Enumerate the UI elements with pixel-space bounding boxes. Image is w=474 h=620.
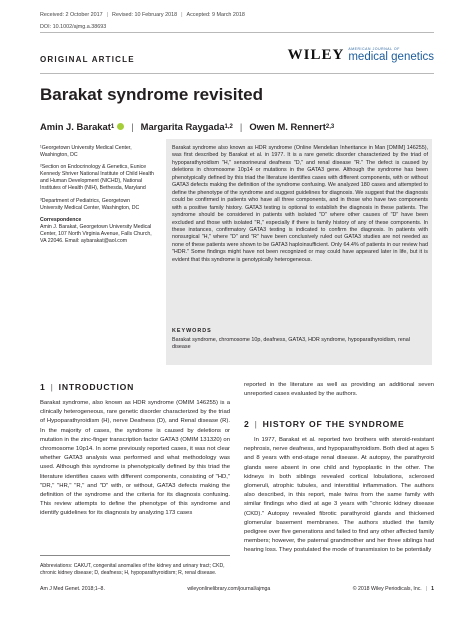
orcid-icon[interactable] [117, 123, 124, 130]
abstract-box [166, 139, 432, 365]
keywords-list: Barakat syndrome, chromosome 10p, deafness, GATA3, HDR syndrome, hypoparathyroidism, renal disease [172, 337, 410, 351]
author-affiliation-mark: 1 [110, 123, 115, 130]
doi[interactable]: DOI: 10.1002/ajmg.a.38693 [40, 24, 107, 30]
abstract-paragraph: Barakat syndrome also known as HDR syndrome (Online Mendelian Inheritance in Man [OMIM] 146255), was first described by Barakat et al. in 1977. It is a rare genetic disorder characterized by the triad of hypoparathyroidism "H," sensorineural deafness "D," and renal disease "R." The defect is caused by deletions in chromosome 10p14 or mutations in the GATA3 gene. Although the syndrome has been phenotypically defined by this triad the literature identifies cases with different components, with or without GATA3 defects making the definition of the syndrome confusing. We analyzed 180 cases and attempted to define the phenotype of the syndrome and suggest guidelines for diagnosis. We suggest that the diagnosis could be confirmed in patients who have all three components, and in those who have two components with a positive family history. GATA3 testing is optional to establish the diagnosis in these patients. The syndrome should be considered in patients with isolated "D" where other causes of "D" have been excluded and those with isolated "R," especially if there is family history of any of these components. In these instances, confirmatory GATA3 testing is indicated to confirm the diagnosis. In patients with nonsurgical "H," where "D" and "R" have been conclusively ruled out GATA3 studies are not needed as none of these patients were shown to be GATA3 haploinsufficient. Only 64.4% of patients in our review had "HDR." Some findings might have not been recognized or may could have appeared later in life, but it is evident that this syndrome is genotypically heterogeneous. [172, 145, 428, 263]
section-number: 1 [40, 382, 46, 392]
section-heading-introduction: 1 | INTRODUCTION [40, 382, 135, 392]
correspondence-heading: Correspondence [40, 216, 82, 223]
history-body [244, 436, 434, 556]
section-number: 2 [244, 419, 250, 429]
page-number: 1 [431, 586, 434, 592]
article-type: ORIGINAL ARTICLE [40, 55, 135, 64]
journal-name-big: medical genetics [348, 50, 434, 63]
section-title: INTRODUCTION [58, 382, 135, 392]
section-heading-history: 2 | HISTORY OF THE SYNDROME [244, 419, 405, 429]
body-paragraph: reported in the literature as well as providing an additional seven unreported cases evaluated by the authors. [244, 382, 434, 398]
author-name[interactable]: Amin J. Barakat [40, 121, 111, 132]
affiliation: ¹Georgetown University Medical Center, Washington, DC [40, 145, 132, 159]
title-divider [40, 73, 434, 74]
section-title: HISTORY OF THE SYNDROME [262, 419, 405, 429]
correspondence-text: Amin J. Barakat, Georgetown University Medical Center, 107 North Virginia Avenue, Falls Church, VA 22046. Email: aybarakat@aol.com [40, 223, 152, 245]
header-divider [40, 32, 434, 33]
keywords-heading: KEYWORDS [172, 328, 212, 334]
abstract-text [172, 145, 428, 264]
author-affiliation-mark: 1,2 [224, 123, 233, 130]
page-footer [40, 586, 434, 592]
author-affiliation-mark: 2,3 [325, 123, 335, 130]
publication-dates: Received: 2 October 2017 | Revised: 10 February 2018 | Accepted: 9 March 2018 [40, 12, 245, 18]
body-paragraph: Barakat syndrome, also known as HDR syndrome (OMIM 146255) is a clinically heterogeneous, rare genetic disorder characterized by the triad of Hypoparathyroidism (H), nerve Deafness (D), and Renal disease (R). In the majority of cases, the syndrome is caused by deletions or mutation in the zinc-finger transcription factor GATA3 (OMIM 131320) on chromosome 10p14. In some previously reported cases, it was not clear whether GATA3 analysis was performed and what methodology was used. Although this syndrome is phenotypically defined by this triad the literature identifies cases with different components, consisting of "HD," "DR," "HR," "R," and "D" with, or without, GATA3 defects making the definition of the syndrome and the criteria for its diagnosis confusing. This review attempts to define the phenotype of this syndrome and identify guidelines for its diagnosis by analyzing 173 cases [40, 400, 230, 517]
revised-date: Revised: 10 February 2018 [112, 12, 178, 18]
author-name[interactable]: Margarita Raygada [140, 121, 225, 132]
affiliation: ³Department of Pediatrics, Georgetown University Medical Center, Washington, DC [40, 197, 140, 211]
journal-url[interactable]: wileyonlinelibrary.com/journal/ajmga [187, 586, 271, 592]
journal-name-small: AMERICAN JOURNAL OF [348, 47, 400, 52]
copyright: © 2018 Wiley Periodicals, Inc. [352, 586, 422, 592]
author-list [40, 121, 334, 132]
right-column-continuation [244, 381, 434, 399]
journal-logo [288, 48, 434, 63]
publisher-logo: WILEY [287, 47, 345, 63]
journal-citation: Am J Med Genet. 2018;1–8. [40, 586, 105, 592]
footer-separator: | [425, 586, 428, 592]
journal-name [348, 48, 434, 63]
author-separator: | [131, 121, 134, 132]
affiliation: ²Section on Endocrinology & Genetics, Eunice Kennedy Shriver National Institute of Child Health and Human Development (NICHD), National Institutes of Health (NIH), Bethesda, Maryland [40, 164, 154, 192]
accepted-date: Accepted: 9 March 2018 [186, 12, 245, 18]
author-separator: | [239, 121, 243, 132]
body-paragraph: In 1977, Barakat et al. reported two brothers with steroid-resistant nephrosis, nerve deafness, and hypoparathyroidism. Both died at ages 5 and 8 years with end-stage renal disease. At autopsy, the parathyroid glands were absent in one child and hypoplastic in the other. The kidneys in both siblings revealed cortical lobulations, sclerosed glomeruli, atrophic tubules, and interstitial inflammation. The authors also described, in this report, male twins from the same family with similar findings who died at age 3 years with "chronic kidney disease (CKD)." Autopsy revealed fibrotic parathyroid glands and thickened glomerular basement membranes. The authors studied the family pedigree over five generations and failed to find any other affected family members; however, the paternal grandmother and her three siblings had hearing loss. They postulated the mode of transmission to be potentially [244, 437, 434, 554]
article-title: Barakat syndrome revisited [40, 85, 263, 104]
received-date: Received: 2 October 2017 [40, 12, 103, 18]
introduction-body [40, 399, 230, 519]
abbreviations-footnote: Abbreviations: CAKUT, congenital anomalies of the kidney and urinary tract; CKD, chronic kidney disease; D, deafness; H, hypoparathyroidism; R, renal disease. [40, 555, 230, 577]
author-name[interactable]: Owen M. Rennert [249, 121, 326, 132]
affiliations [40, 145, 154, 250]
